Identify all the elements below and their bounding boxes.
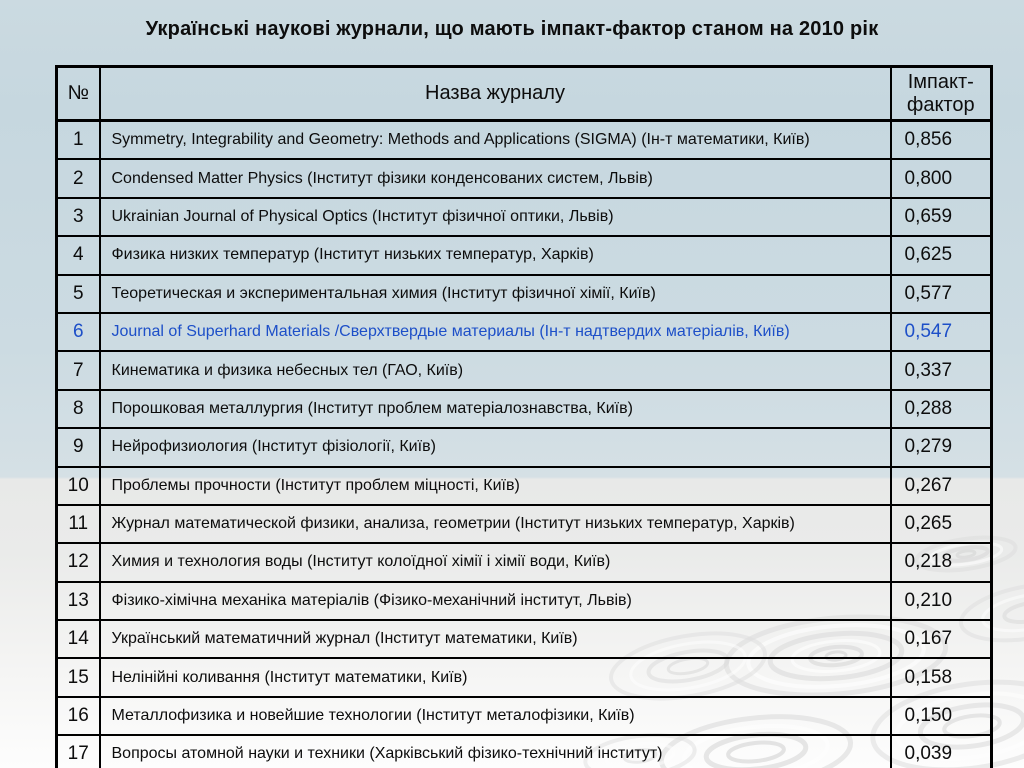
table-row <box>57 313 992 351</box>
journal-name-cell: Химия и технология воды (Інститут колоїдної хімії і хімії води, Київ) <box>100 543 891 581</box>
journal-name-cell: Теоретическая и экспериментальная химия (Інститут фізичної хімії, Київ) <box>100 275 891 313</box>
journal-name-cell: Физика низких температур (Інститут низьких температур, Харків) <box>100 236 891 274</box>
impact-factor-cell: 0,210 <box>891 582 992 620</box>
impact-factor-cell: 0,218 <box>891 543 992 581</box>
row-number-cell: 7 <box>57 351 100 389</box>
row-number-cell: 6 <box>57 313 100 351</box>
impact-factor-cell: 0,577 <box>891 275 992 313</box>
table-row <box>57 658 992 696</box>
table-row <box>57 505 992 543</box>
table-row <box>57 620 992 658</box>
table-row <box>57 351 992 389</box>
row-number-cell: 3 <box>57 198 100 236</box>
column-header-impact-factor: Імпакт-фактор <box>891 67 992 121</box>
row-number-cell: 11 <box>57 505 100 543</box>
row-number-cell: 13 <box>57 582 100 620</box>
journal-name-cell: Вопросы атомной науки и техники (Харківський фізико-технічний інститут) <box>100 735 891 768</box>
table-row <box>57 697 992 735</box>
row-number-cell: 16 <box>57 697 100 735</box>
table-row <box>57 735 992 768</box>
impact-factor-cell: 0,265 <box>891 505 992 543</box>
table-row <box>57 236 992 274</box>
row-number-cell: 5 <box>57 275 100 313</box>
column-header-journal-name: Назва журналу <box>100 67 891 121</box>
row-number-cell: 14 <box>57 620 100 658</box>
journal-name-cell: Journal of Superhard Materials /Сверхтвердые материалы (Ін-т надтвердих матеріалів, Київ) <box>100 313 891 351</box>
table-row <box>57 198 992 236</box>
row-number-cell: 10 <box>57 467 100 505</box>
journal-name-cell: Ukrainian Journal of Physical Optics (Інститут фізичної оптики, Львів) <box>100 198 891 236</box>
impact-factor-cell: 0,279 <box>891 428 992 466</box>
column-header-number: № <box>57 67 100 121</box>
impact-factor-cell: 0,337 <box>891 351 992 389</box>
page-title: Українські наукові журнали, що мають імпакт-фактор станом на 2010 рік <box>145 18 879 40</box>
row-number-cell: 4 <box>57 236 100 274</box>
journal-name-cell: Нелінійні коливання (Інститут математики, Київ) <box>100 658 891 696</box>
table-row <box>57 428 992 466</box>
journal-name-cell: Фізико-хімічна механіка матеріалів (Фізико-механічний інститут, Львів) <box>100 582 891 620</box>
table-row <box>57 467 992 505</box>
table-row <box>57 121 992 160</box>
impact-factor-cell: 0,158 <box>891 658 992 696</box>
row-number-cell: 12 <box>57 543 100 581</box>
impact-factor-cell: 0,625 <box>891 236 992 274</box>
impact-factor-cell: 0,167 <box>891 620 992 658</box>
table-row <box>57 390 992 428</box>
journal-name-cell: Порошковая металлургия (Інститут проблем матеріалознавства, Київ) <box>100 390 891 428</box>
impact-factor-cell: 0,039 <box>891 735 992 768</box>
impact-factor-cell: 0,150 <box>891 697 992 735</box>
row-number-cell: 9 <box>57 428 100 466</box>
journal-name-cell: Condensed Matter Physics (Інститут фізики конденсованих систем, Львів) <box>100 159 891 197</box>
table-body <box>57 121 992 768</box>
row-number-cell: 1 <box>57 121 100 160</box>
impact-factor-cell: 0,659 <box>891 198 992 236</box>
impact-factor-cell: 0,800 <box>891 159 992 197</box>
journal-name-cell: Металлофизика и новейшие технологии (Інститут металофізики, Київ) <box>100 697 891 735</box>
journal-name-cell: Symmetry, Integrability and Geometry: Methods and Applications (SIGMA) (Ін-т математики, Київ) <box>100 121 891 160</box>
table-header <box>57 67 992 121</box>
impact-factor-cell: 0,267 <box>891 467 992 505</box>
row-number-cell: 15 <box>57 658 100 696</box>
journal-name-cell: Кинематика и физика небесных тел (ГАО, Київ) <box>100 351 891 389</box>
row-number-cell: 17 <box>57 735 100 768</box>
journal-name-cell: Український математичний журнал (Інститут математики, Київ) <box>100 620 891 658</box>
journals-table <box>55 65 993 768</box>
impact-factor-cell: 0,288 <box>891 390 992 428</box>
journal-name-cell: Нейрофизиология (Інститут фізіології, Київ) <box>100 428 891 466</box>
table-row <box>57 543 992 581</box>
row-number-cell: 2 <box>57 159 100 197</box>
impact-factor-cell: 0,547 <box>891 313 992 351</box>
table-row <box>57 159 992 197</box>
journal-name-cell: Журнал математической физики, анализа, геометрии (Інститут низьких температур, Харків) <box>100 505 891 543</box>
impact-factor-cell: 0,856 <box>891 121 992 160</box>
row-number-cell: 8 <box>57 390 100 428</box>
table-row <box>57 275 992 313</box>
table-row <box>57 582 992 620</box>
journal-name-cell: Проблемы прочности (Інститут проблем міцності, Київ) <box>100 467 891 505</box>
